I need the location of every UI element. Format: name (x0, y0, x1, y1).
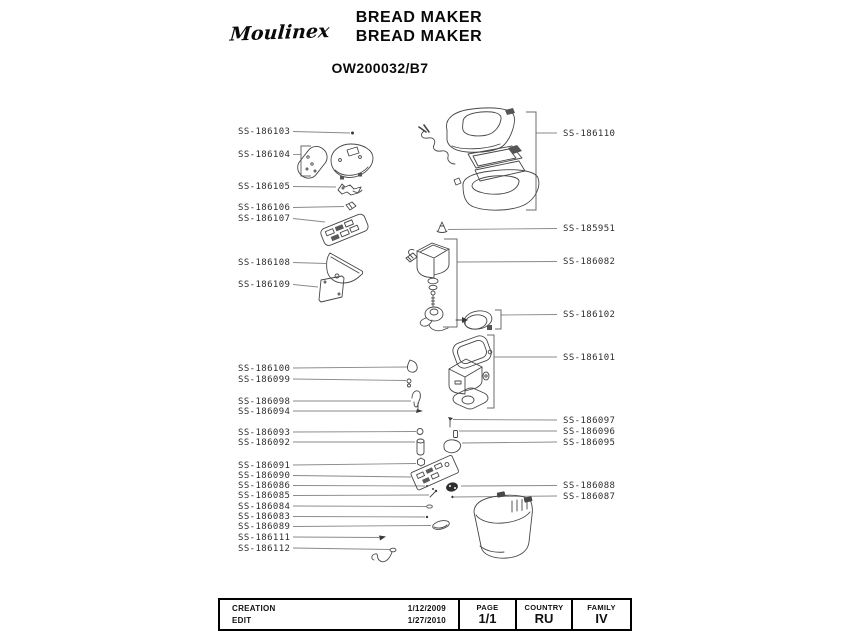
label-ss-186082: SS-186082 (563, 257, 616, 267)
housing-bucket-drawing (445, 481, 532, 558)
label-ss-186100: SS-186100 (238, 364, 291, 374)
title-line-1: BREAD MAKER (355, 9, 483, 26)
country-label: COUNTRY (524, 602, 564, 612)
leader-line (293, 506, 426, 507)
small-parts-drawings (372, 360, 459, 562)
label-ss-186093: SS-186093 (238, 428, 291, 438)
label-ss-186097: SS-186097 (563, 416, 616, 426)
label-ss-186103: SS-186103 (238, 127, 291, 137)
leader-line (293, 526, 431, 527)
scoop-drawing (327, 253, 363, 283)
spring-clip-drawing (437, 222, 447, 233)
clip-drawing (346, 202, 356, 210)
label-ss-186085: SS-186085 (238, 491, 291, 501)
bracket-ss-186102 (495, 310, 501, 329)
title-line-2: BREAD MAKER (355, 28, 483, 45)
footer-page-cell (460, 600, 517, 629)
leader-line (293, 367, 408, 368)
leader-line (293, 207, 344, 208)
footer-country-cell (517, 600, 573, 629)
label-ss-186092: SS-186092 (238, 438, 291, 448)
label-ss-186109: SS-186109 (238, 280, 291, 290)
label-ss-186094: SS-186094 (238, 407, 291, 417)
family-value: IV (595, 610, 608, 626)
label-ss-186101: SS-186101 (563, 353, 616, 363)
model-number: OW200032/B7 (331, 60, 429, 76)
screw-dot-ss-186103 (351, 132, 354, 135)
leader-line (454, 496, 557, 497)
label-ss-186095: SS-186095 (563, 438, 616, 448)
leader-line (293, 495, 429, 496)
leader-line (293, 263, 326, 264)
leader-line (293, 537, 379, 538)
leader-line (293, 187, 336, 188)
label-ss-186091: SS-186091 (238, 461, 291, 471)
page-value: 1/1 (478, 610, 497, 626)
leader-line (293, 432, 416, 433)
edit-date: 1/27/2010 (407, 616, 446, 625)
leader-line (293, 548, 390, 550)
label-ss-186096: SS-186096 (563, 427, 616, 437)
label-ss-186099: SS-186099 (238, 375, 291, 385)
bracket-ss-186104 (301, 146, 311, 176)
label-ss-186102: SS-186102 (563, 310, 616, 320)
country-value: RU (534, 610, 554, 626)
leader-line (293, 464, 416, 466)
footer-info-table (218, 598, 632, 631)
label-ss-186112: SS-186112 (238, 544, 291, 554)
label-ss-186088: SS-186088 (563, 481, 616, 491)
leader-line (293, 285, 318, 288)
label-ss-186110: SS-186110 (563, 129, 616, 139)
label-ss-186089: SS-186089 (238, 522, 291, 532)
label-ss-186107: SS-186107 (238, 214, 291, 224)
hinge-bracket-drawing (338, 184, 362, 195)
edit-label: EDIT (232, 616, 252, 625)
moulinex-logo: Moulinex (229, 20, 331, 46)
leader-lines (293, 132, 557, 550)
cover-card-drawing (319, 276, 344, 302)
label-ss-186084: SS-186084 (238, 502, 291, 512)
fixing-parts-drawings (444, 417, 461, 453)
label-ss-186111: SS-186111 (238, 533, 291, 543)
leader-line (457, 262, 557, 263)
label-ss-186105: SS-186105 (238, 182, 291, 192)
leader-line (293, 219, 325, 223)
label-ss-186090: SS-186090 (238, 471, 291, 481)
bracket-ss-186082 (443, 239, 457, 327)
bread-pan-drawing (449, 334, 493, 409)
leader-line (293, 379, 406, 381)
leader-line (293, 476, 411, 478)
label-ss-186087: SS-186087 (563, 492, 616, 502)
label-ss-185951: SS-185951 (563, 224, 616, 234)
leader-line (293, 486, 425, 487)
leader-line (448, 229, 557, 230)
coupling-drawing (456, 309, 493, 332)
part-labels (238, 127, 615, 554)
label-ss-186083: SS-186083 (238, 512, 291, 522)
keypad-drawing (319, 213, 369, 247)
leader-line (453, 420, 557, 421)
pan-shaft-assembly-drawing (406, 243, 449, 331)
family-label: FAMILY (587, 602, 616, 612)
creation-date: 1/12/2009 (407, 604, 446, 613)
leader-line (293, 132, 350, 134)
page-label: PAGE (476, 602, 499, 612)
label-ss-186106: SS-186106 (238, 203, 291, 213)
footer-family-cell (573, 600, 630, 629)
lid-assembly-drawing (419, 108, 539, 210)
footer-dates-cell (220, 600, 460, 629)
label-ss-186104: SS-186104 (238, 150, 291, 160)
creation-label: CREATION (232, 604, 276, 613)
label-ss-186086: SS-186086 (238, 481, 291, 491)
leader-line (501, 315, 557, 316)
label-ss-186108: SS-186108 (238, 258, 291, 268)
leader-line (462, 442, 557, 443)
leader-line (293, 517, 425, 518)
leader-line (461, 486, 557, 487)
label-ss-186098: SS-186098 (238, 397, 291, 407)
